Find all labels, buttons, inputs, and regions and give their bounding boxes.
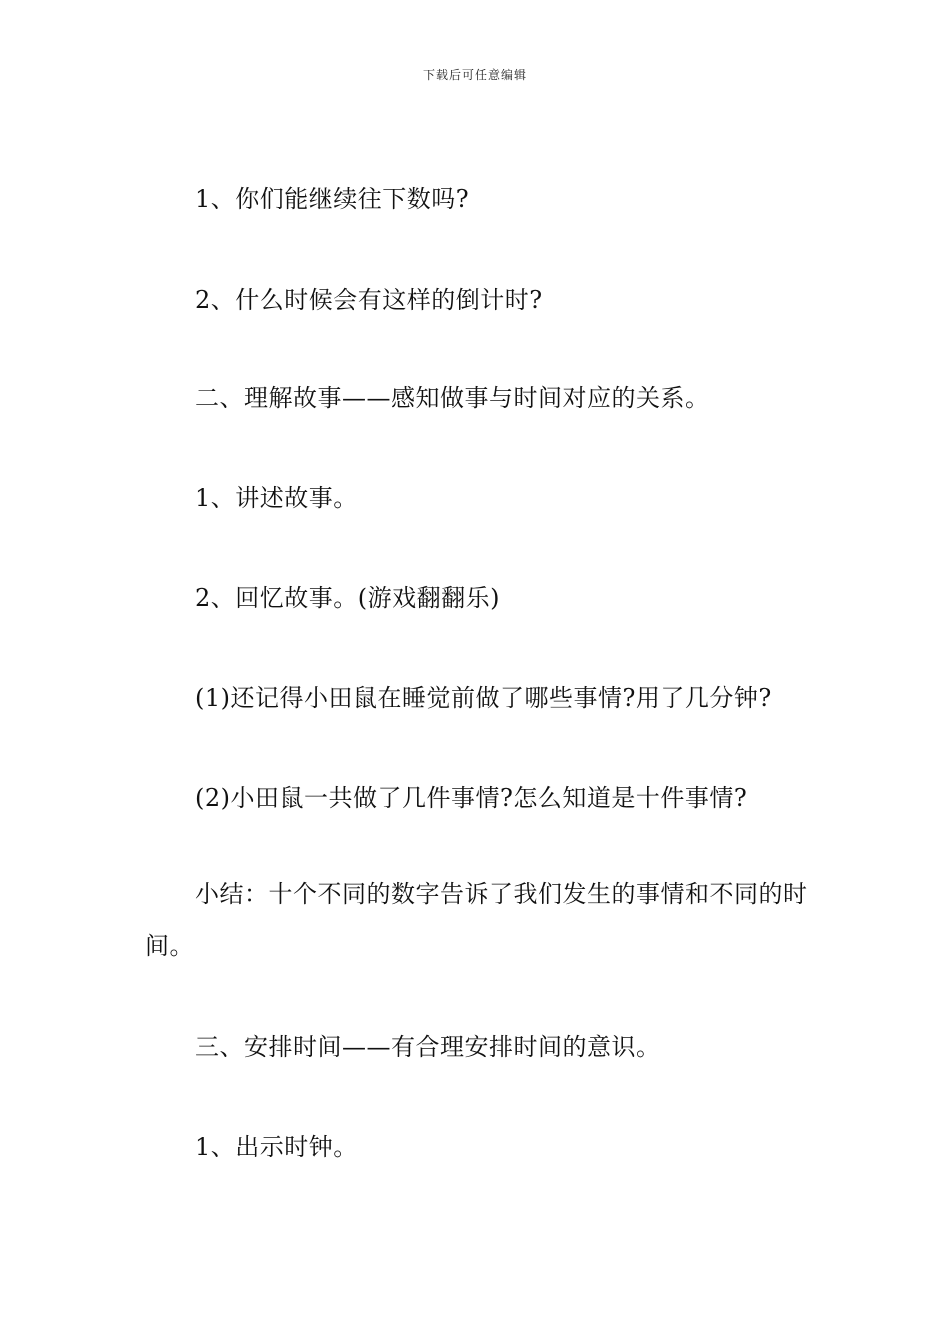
page-header: 下载后可任意编辑	[422, 68, 527, 82]
section-heading-2: 二、理解故事——感知做事与时间对应的关系。	[195, 384, 710, 412]
paragraph-1: 1、你们能继续往下数吗?	[195, 185, 470, 213]
paragraph-7: 1、出示时钟。	[195, 1133, 358, 1161]
summary-paragraph: 小结：十个不同的数字告诉了我们发生的事情和不同的时间。	[145, 880, 808, 960]
paragraph-6: (2)小田鼠一共做了几件事情?怎么知道是十件事情?	[195, 784, 748, 812]
section-heading-3: 三、安排时间——有合理安排时间的意识。	[195, 1033, 661, 1061]
paragraph-3: 1、讲述故事。	[195, 484, 358, 512]
paragraph-4: 2、回忆故事。(游戏翻翻乐)	[195, 584, 500, 612]
paragraph-5: (1)还记得小田鼠在睡觉前做了哪些事情?用了几分钟?	[195, 684, 772, 712]
paragraph-2: 2、什么时候会有这样的倒计时?	[195, 286, 543, 314]
